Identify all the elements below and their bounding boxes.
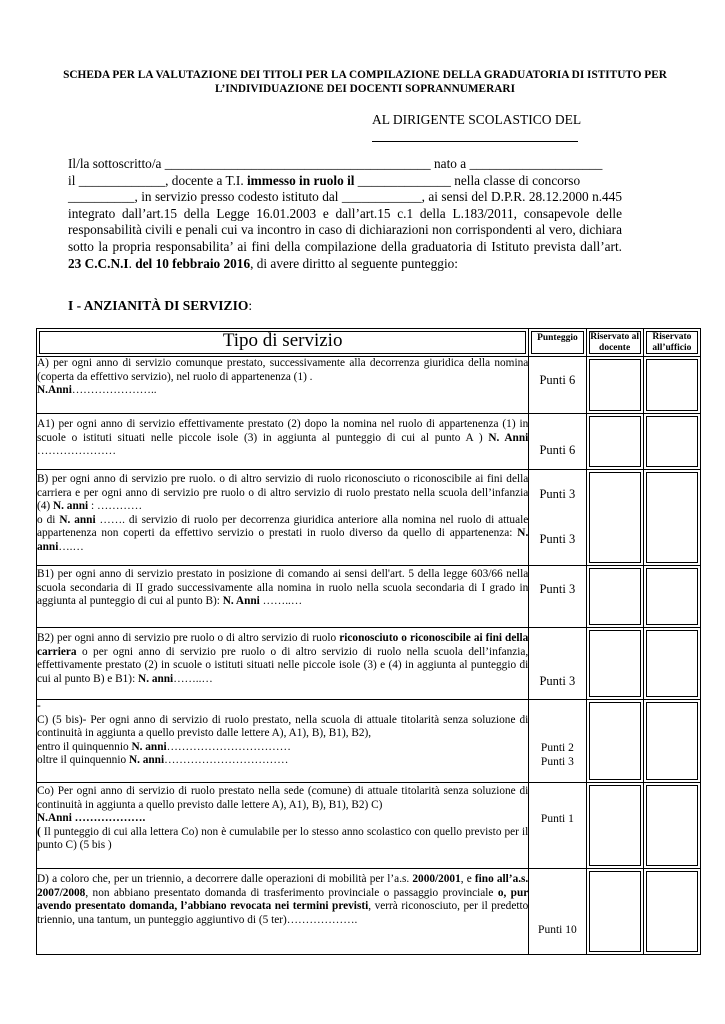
table-row <box>37 566 701 628</box>
row-a1-ufficio-field[interactable] <box>643 414 700 470</box>
row-d-ufficio-field[interactable] <box>643 869 700 955</box>
addressee: AL DIRIGENTE SCOLASTICO DEL <box>372 112 582 127</box>
table-header-row <box>37 329 701 357</box>
row-c-docente-field[interactable] <box>586 700 643 783</box>
row-a-docente-field[interactable] <box>586 357 643 414</box>
immesso-in-ruolo-label: immesso in ruolo il <box>246 172 355 188</box>
row-b1-ufficio-field[interactable] <box>643 566 700 628</box>
row-b2-description: B2) per ogni anno di servizio pre ruolo o di altro servizio di ruolo riconosciuto o riconoscibile ai fini della carriera o per ogni anno di servizio pre ruolo o di altro servizio di ruolo nella scuola dell’infanzia, effettivamente prestato (2) in scuole o istituti situati nelle piccole isole (3) e (4) in aggiunta al punteggio di cui al punto B) e B1): N. anni……..… <box>37 628 529 700</box>
table-row <box>37 414 701 470</box>
row-b-description: B) per ogni anno di servizio pre ruolo. o di altro servizio di ruolo riconosciuto o riconoscibile ai fini della carriera e per ogni anno di servizio pre ruolo o di altro servizio di ruolo prestato nella scuola dell’infanzia (4) N. anni : ………… o di N. anni ……. di servizio di ruolo per decorrenza giuridica anteriore alla nomina nel ruolo di attuale appartenenza non coperti da effettivo servizio o prestati in ruolo diverso da quello di appartenenza: N. anni….… <box>37 470 529 566</box>
row-b1-docente-field[interactable] <box>586 566 643 628</box>
row-b1-description: B1) per ogni anno di servizio prestato in posizione di comando ai sensi dell'art. 5 della legge 603/66 nella scuola secondaria di II grado successivamente alla nomina in ruolo nella scuola secondaria di I grado in aggiunta al punteggio di cui al punto B): N. Anni ……..… <box>37 566 529 628</box>
row-b2-docente-field[interactable] <box>586 628 643 700</box>
header-riservato-ufficio: Riservato all’ufficio <box>643 329 700 357</box>
row-d-description: D) a coloro che, per un triennio, a decorrere dalle operazioni di mobilità per l’a.s. 2000/2001, e fino all’a.s. 2007/2008, non abbiano presentato domanda di trasferimento provinciale o passaggio provinciale o, pur avendo presentato domanda, l’abbiano revocata nei termini previsti, verrà riconosciuto, per il predetto triennio, una tantum, un punteggio aggiuntivo di (5 ter)………………. <box>37 869 529 955</box>
table-row <box>37 700 701 783</box>
row-b-punteggio: Punti 3 Punti 3 <box>529 470 586 566</box>
table-row <box>37 357 701 414</box>
header-tipo-di-servizio: Tipo di servizio <box>37 329 529 357</box>
row-b1-punteggio: Punti 3 <box>529 566 586 628</box>
document-title: SCHEDA PER LA VALUTAZIONE DEI TITOLI PER LA COMPILAZIONE DELLA GRADUATORIA DI ISTITUTO PER L’INDIVIDUAZIONE DEI DOCENTI SOPRANNUMERARI <box>63 69 667 95</box>
service-table <box>36 328 701 955</box>
row-b-docente-field[interactable] <box>586 470 643 566</box>
declaration-line-1: Il/la sottoscritto/a ________________________________________ nato a ____________________ <box>68 156 603 171</box>
declaration-paragraph: Il/la sottoscritto/a ________________________________________ nato a ____________________ il _____________, docente a T.I. immesso in ruolo il ______________ nella classe di concorso __________, in servizio presso codesto istituto dal ____________, ai sensi del D.P.R. 28.12.2000 n.445 integrato dall’art.15 della Legge 16.01.2003 e dall’art.15 c.1 della L.183/2011, consapevole delle responsabilità civili e penali cui va incontro in caso di dichiarazioni non corrispondenti al vero, dichiara sotto la propria responsabilita’ ai fini della compilazione della graduatoria di Istituto prevista dall’art. 23 C.C.N.I. del 10 febbraio 2016, di avere diritto al seguente punteggio: <box>68 156 622 271</box>
row-b2-ufficio-field[interactable] <box>643 628 700 700</box>
row-a-punteggio: Punti 6 <box>529 357 586 414</box>
row-c-description: - C) (5 bis)- Per ogni anno di servizio di ruolo prestato, nella scuola di attuale titolarità senza soluzione di continuità in aggiunta a quello previsto dalle lettere A), A1), B), B1), B2), entro il quinquennio N. anni…………………………… oltre il quinquennio N. anni…………………………… <box>37 700 529 783</box>
row-co-ufficio-field[interactable] <box>643 783 700 869</box>
section-heading: I - ANZIANITÀ DI SERVIZIO: <box>68 298 253 313</box>
header-punteggio: Punteggio <box>529 329 586 357</box>
row-a-description: A) per ogni anno di servizio comunque prestato, successivamente alla decorrenza giuridica della nomina (coperta da effettivo servizio), nel ruolo di appartenenza (1) . N.Anni………………….. <box>37 357 529 414</box>
addressee-blank-line[interactable] <box>372 141 578 142</box>
row-a1-description: A1) per ogni anno di servizio effettivamente prestato (2) dopo la nomina nel ruolo di appartenenza (1) in scuole o istituti situati nelle piccole isole (3) in aggiunta al punteggio di cui al punto A ) N. Anni ………………… <box>37 414 529 470</box>
table-row <box>37 470 701 566</box>
row-a1-punteggio: Punti 6 <box>529 414 586 470</box>
row-d-docente-field[interactable] <box>586 869 643 955</box>
row-b-ufficio-field[interactable] <box>643 470 700 566</box>
row-c-punteggio: Punti 2 Punti 3 <box>529 700 586 783</box>
row-co-docente-field[interactable] <box>586 783 643 869</box>
row-a1-docente-field[interactable] <box>586 414 643 470</box>
table-row <box>37 628 701 700</box>
table-row <box>37 869 701 955</box>
row-a-ufficio-field[interactable] <box>643 357 700 414</box>
row-co-description: Co) Per ogni anno di servizio di ruolo prestato nella sede (comune) di attuale titolarità senza soluzione di continuità in aggiunta a quello previsto dalle lettere A), A1), B), B1), B2) C) N.Anni ………………. ( Il punteggio di cui alla lettera Co) non è cumulabile per lo stesso anno scolastico con quello previsto per il punto C) (5 bis ) <box>37 783 529 869</box>
table-row <box>37 783 701 869</box>
row-b2-punteggio: Punti 3 <box>529 628 586 700</box>
header-riservato-docente: Riservato al docente <box>586 329 643 357</box>
row-c-ufficio-field[interactable] <box>643 700 700 783</box>
row-co-punteggio: Punti 1 <box>529 783 586 869</box>
row-d-punteggio: Punti 10 <box>529 869 586 955</box>
